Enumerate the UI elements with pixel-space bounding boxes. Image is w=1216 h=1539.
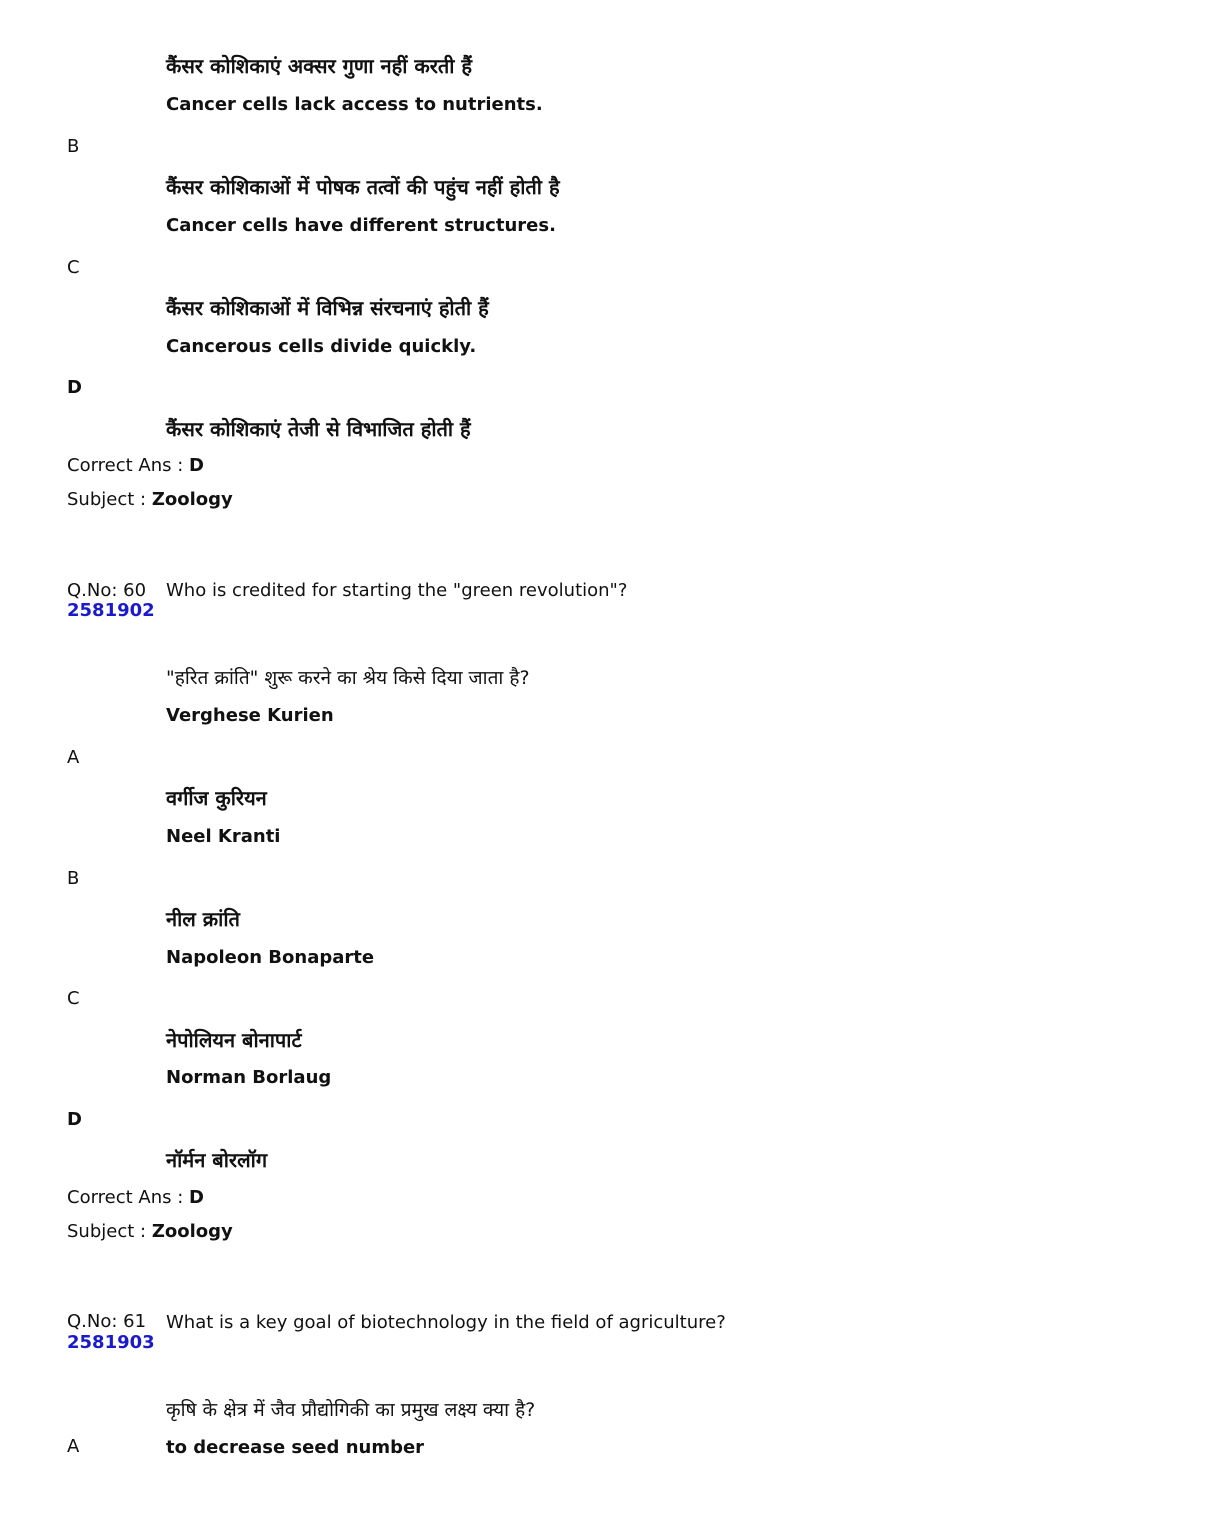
q61-option-a-english: to decrease seed number: [166, 1437, 425, 1458]
q60-option-c-hindi: नेपोलियन बोनापार्ट: [166, 1028, 302, 1052]
q59-correct-answer: [67, 455, 204, 476]
q59-option-c-english: Cancer cells have different structures.: [166, 215, 556, 236]
q61-question-hindi: कृषि के क्षेत्र में जैव प्रौद्योगिकी का प्रमुख लक्ष्य क्या है?: [166, 1399, 536, 1421]
correct-ans-label: Correct Ans :: [67, 455, 184, 476]
correct-ans-value: D: [189, 455, 204, 476]
q60-option-a-english: Verghese Kurien: [166, 705, 334, 726]
q61-number: Q.No: 61: [67, 1311, 147, 1332]
correct-ans-label: Correct Ans :: [67, 1187, 184, 1208]
subject-value: Zoology: [151, 489, 233, 510]
q60-option-d-label: D: [67, 1109, 82, 1130]
q60-question-id: 2581902: [67, 600, 155, 621]
q60-option-b-hindi: नील क्रांति: [166, 907, 240, 931]
subject-label: Subject :: [67, 1221, 147, 1242]
q59-option-d-hindi: कैंसर कोशिकाएं तेजी से विभाजित होती हैं: [166, 417, 471, 441]
q60-question-hindi: "हरित क्रांति" शुरू करने का श्रेय किसे दिया जाता है?: [166, 667, 530, 689]
q60-option-b-label: B: [67, 868, 80, 889]
q60-option-a-hindi: वर्गीज कुरियन: [166, 786, 267, 810]
q60-option-d-english: Norman Borlaug: [166, 1067, 332, 1088]
q59-option-d-label: D: [67, 377, 82, 398]
q59-option-b-label: B: [67, 136, 80, 157]
q61-option-a-label: A: [67, 1436, 80, 1457]
q59-option-b-hindi: कैंसर कोशिकाओं में पोषक तत्वों की पहुंच नहीं होती है: [166, 175, 560, 199]
q60-option-c-english: Napoleon Bonaparte: [166, 947, 375, 968]
q61-question-id: 2581903: [67, 1332, 155, 1353]
q59-option-c-label: C: [67, 257, 80, 278]
q60-option-a-label: A: [67, 747, 80, 768]
q60-option-d-hindi: नॉर्मन बोरलॉग: [166, 1148, 268, 1172]
correct-ans-value: D: [189, 1187, 204, 1208]
q61-question-english: What is a key goal of biotechnology in the field of agriculture?: [166, 1312, 726, 1333]
q59-option-b-english: Cancer cells lack access to nutrients.: [166, 94, 543, 115]
q60-option-c-label: C: [67, 988, 80, 1009]
subject-value: Zoology: [151, 1221, 233, 1242]
q60-option-b-english: Neel Kranti: [166, 826, 281, 847]
q60-subject: [67, 1221, 233, 1242]
q59-option-a-hindi: कैंसर कोशिकाएं अक्सर गुणा नहीं करती हैं: [166, 54, 473, 78]
q60-number: Q.No: 60: [67, 580, 147, 601]
q59-subject: [67, 489, 233, 510]
q60-correct-answer: [67, 1187, 204, 1208]
q60-question-english: Who is credited for starting the "green revolution"?: [166, 580, 628, 601]
subject-label: Subject :: [67, 489, 147, 510]
q59-option-c-hindi: कैंसर कोशिकाओं में विभिन्न संरचनाएं होती हैं: [166, 296, 489, 320]
q59-option-d-english: Cancerous cells divide quickly.: [166, 336, 477, 357]
